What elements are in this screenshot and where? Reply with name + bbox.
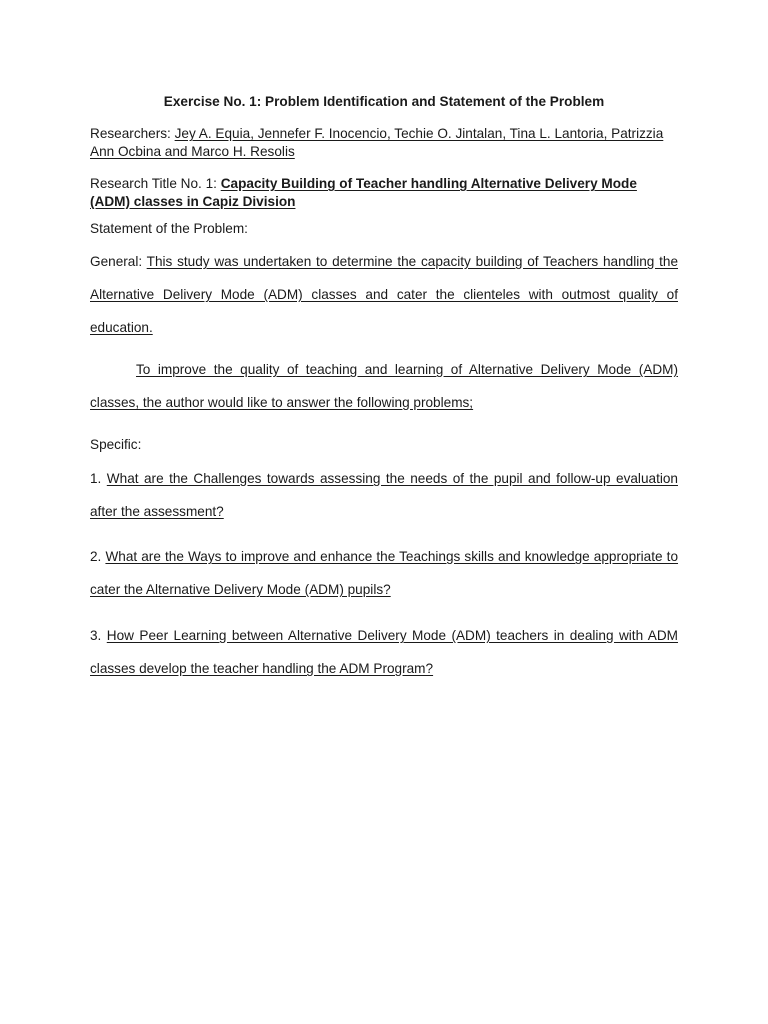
problem-number: 1. (90, 471, 107, 486)
research-title-label: Research Title No. 1: (90, 176, 221, 191)
researchers-line (90, 125, 678, 160)
document-title: Exercise No. 1: Problem Identification and Statement of the Problem (163, 94, 605, 109)
researchers-label: Researchers: (90, 126, 175, 141)
problem-text: How Peer Learning between Alternative Delivery Mode (ADM) teachers in dealing with ADM classes develop the teacher handling the ADM Program? (90, 628, 679, 676)
research-title-line (90, 175, 678, 210)
problem-item-1 (90, 462, 678, 528)
intro-paragraph (90, 353, 678, 419)
research-title: Capacity Building of Teacher handling Alternative Delivery Mode (ADM) classes in Capiz Division (90, 176, 637, 209)
general-label: General: (90, 254, 147, 269)
general-paragraph (90, 245, 678, 344)
problem-item-2 (90, 540, 678, 606)
general-text: This study was undertaken to determine the capacity building of Teachers handling the Alternative Delivery Mode (ADM) classes and cater the clienteles with outmost quality of education. (90, 254, 679, 335)
problem-item-3 (90, 619, 678, 685)
statement-heading: Statement of the Problem: (90, 221, 248, 236)
researchers-names: Jey A. Equia, Jennefer F. Inocencio, Techie O. Jintalan, Tina L. Lantoria, Patrizzia Ann Ocbina and Marco H. Resolis (90, 126, 664, 159)
problem-text: What are the Challenges towards assessing the needs of the pupil and follow-up evaluation after the assessment? (90, 471, 678, 519)
intro-text: To improve the quality of teaching and learning of Alternative Delivery Mode (ADM) classes, the author would like to answer the following problems; (90, 362, 678, 410)
problem-number: 2. (90, 549, 106, 564)
specific-heading: Specific: (90, 437, 142, 452)
problem-number: 3. (90, 628, 107, 643)
problem-text: What are the Ways to improve and enhance the Teachings skills and knowledge appropriate to cater the Alternative Delivery Mode (ADM) pupils? (90, 549, 679, 597)
